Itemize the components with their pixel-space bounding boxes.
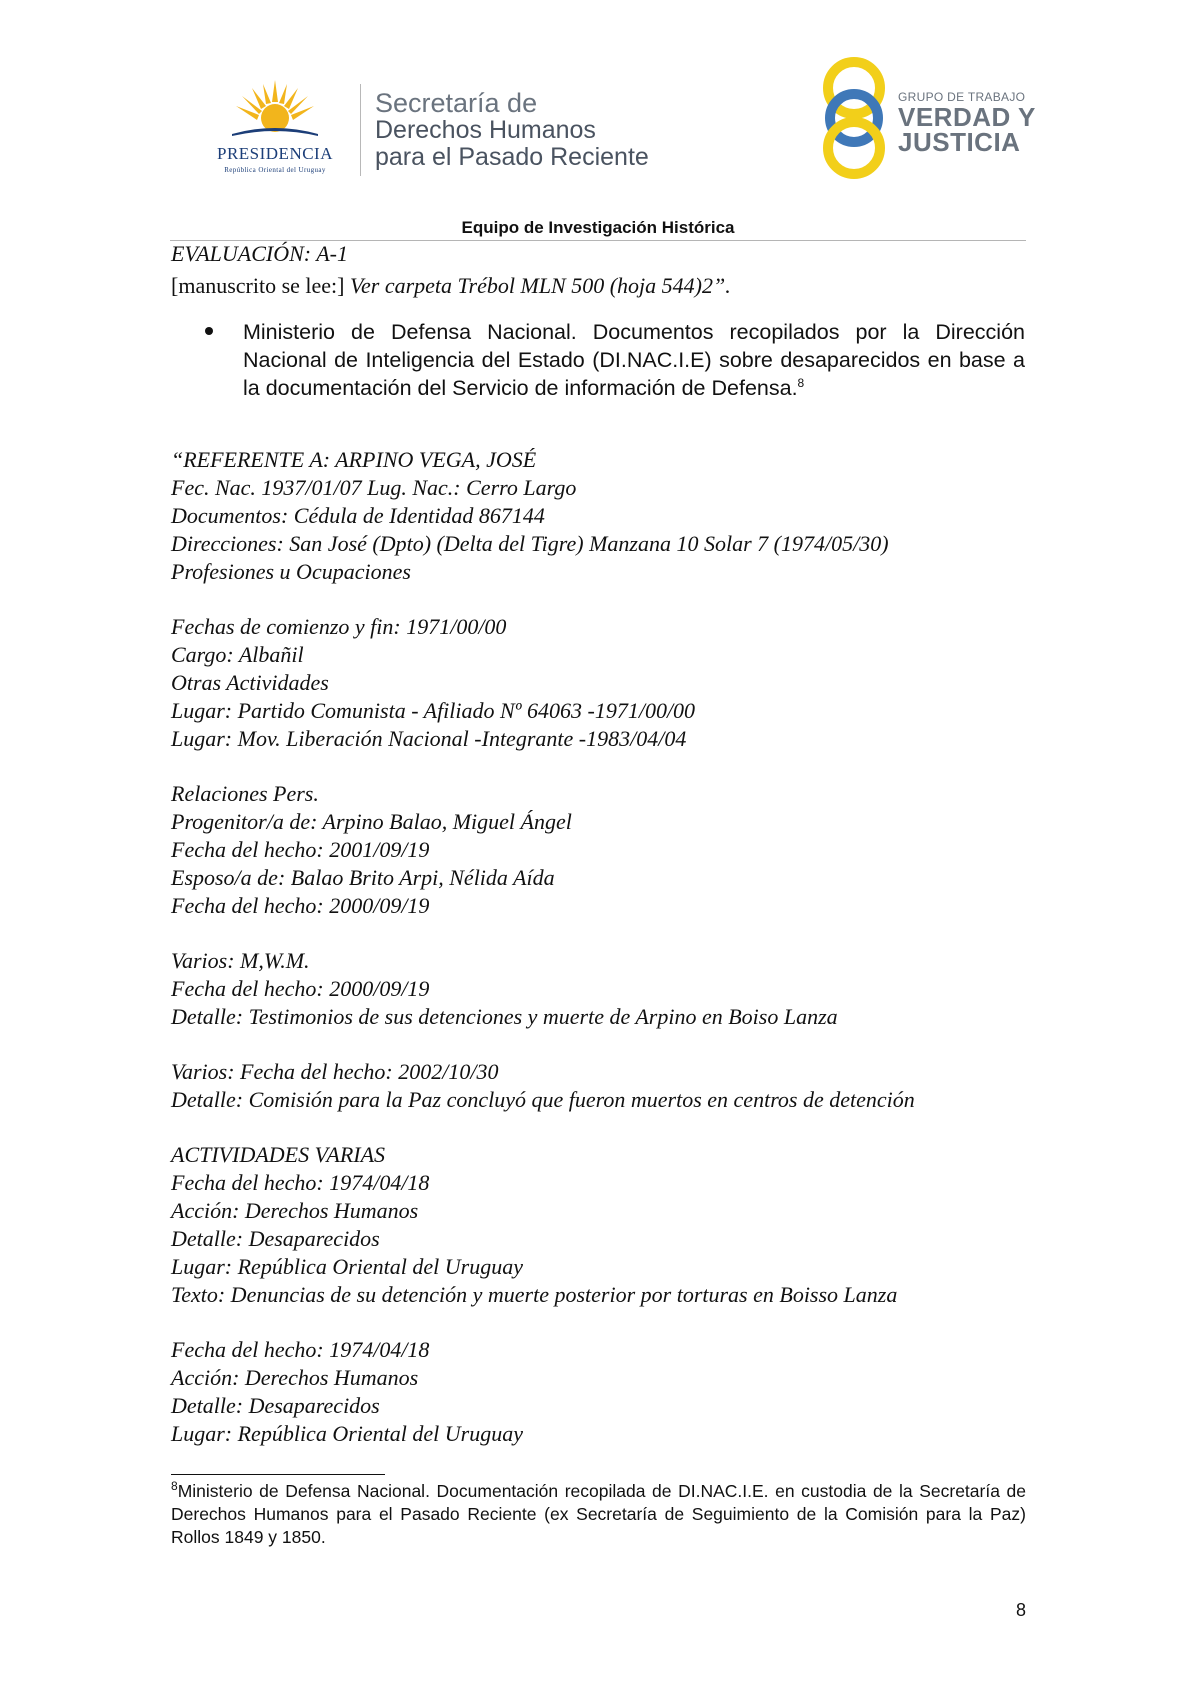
manuscript-line: [171, 272, 731, 300]
interlocked-rings-icon: [818, 56, 890, 180]
record-line: Varios: Fecha del hecho: 2002/10/30: [171, 1059, 499, 1084]
paragraph-gap: [171, 920, 1031, 947]
record-line: Fecha del hecho: 2000/09/19: [171, 976, 430, 1001]
presidencia-wordmark: PRESIDENCIA: [216, 144, 333, 163]
secretaria-line-2: Derechos Humanos: [375, 116, 596, 144]
page-number: 8: [1015, 1600, 1026, 1620]
presidencia-subtitle: República Oriental del Uruguay: [224, 166, 326, 174]
paragraph-gap: [171, 586, 1031, 613]
gtvj-line-2: JUSTICIA: [898, 127, 1021, 157]
paragraph-gap: [171, 1309, 1031, 1336]
footnote-rule: [171, 1474, 385, 1475]
record-line: Esposo/a de: Balao Brito Arpi, Nélida Aída: [171, 865, 555, 890]
footnote-number: 8: [171, 1479, 178, 1494]
record-line: Fec. Nac. 1937/01/07 Lug. Nac.: Cerro Largo: [171, 475, 577, 500]
sun-of-may-icon: [230, 78, 320, 142]
record-line: ACTIVIDADES VARIAS: [171, 1142, 386, 1167]
paragraph-gap: [171, 1114, 1031, 1141]
record-line: Fecha del hecho: 1974/04/18: [171, 1170, 430, 1195]
secretaria-line-1: Secretaría de: [375, 88, 538, 118]
gtvj-line-1: VERDAD Y: [898, 102, 1036, 132]
gtvj-small-label: GRUPO DE TRABAJO: [898, 90, 1026, 104]
record-line: “REFERENTE A: ARPINO VEGA, JOSÉ: [171, 447, 537, 472]
paragraph-gap: [171, 753, 1031, 780]
record-line: Cargo: Albañil: [171, 642, 304, 667]
record-line: Lugar: República Oriental del Uruguay: [171, 1254, 523, 1279]
record-line: Otras Actividades: [171, 670, 329, 695]
record-line: Lugar: Partido Comunista - Afiliado Nº 64063 -1971/00/00: [171, 698, 696, 723]
record-line: Lugar: República Oriental del Uruguay: [171, 1421, 523, 1446]
footnote-ref-link[interactable]: 8: [797, 375, 805, 390]
record-line: Acción: Derechos Humanos: [171, 1365, 419, 1390]
bullet-body: Ministerio de Defensa Nacional. Documentos recopilados por la Dirección Nacional de Inteligencia del Estado (DI.NAC.I.E) sobre desaparecidos en base a la documentación del Servicio de información de Defensa.: [243, 320, 1025, 400]
presidencia-logo: [196, 78, 354, 178]
bullet-icon: [205, 327, 213, 335]
record-body: [171, 446, 1031, 1448]
record-line: Detalle: Desaparecidos: [171, 1226, 380, 1251]
record-line: Lugar: Mov. Liberación Nacional -Integrante -1983/04/04: [171, 726, 687, 751]
footnote-text: Ministerio de Defensa Nacional. Documentación recopilada de DI.NAC.I.E. en custodia de la Secretaría de Derechos Humanos para el Pasado Reciente (ex Secretaría de Seguimiento de la Comisión para la Paz) Rollos 1849 y 1850.: [171, 1481, 1026, 1547]
record-line: Direcciones: San José (Dpto) (Delta del Tigre) Manzana 10 Solar 7 (1974/05/30): [171, 531, 889, 556]
manuscript-text: Ver carpeta Trébol MLN 500 (hoja 544)2”.: [350, 273, 731, 298]
record-line: Fecha del hecho: 2001/09/19: [171, 837, 430, 862]
evaluation-line: EVALUACIÓN: A-1: [171, 241, 348, 266]
bullet-text: [243, 318, 1025, 402]
record-line: Profesiones u Ocupaciones: [171, 559, 411, 584]
paragraph-gap: [171, 1031, 1031, 1058]
manuscript-prefix: [manuscrito se lee:]: [171, 273, 350, 298]
header-divider: [360, 84, 361, 176]
team-heading: Equipo de Investigación Histórica: [461, 218, 735, 237]
record-line: Fecha del hecho: 1974/04/18: [171, 1337, 430, 1362]
footnote: [171, 1480, 1026, 1549]
secretaria-title: [375, 90, 649, 171]
record-line: Fecha del hecho: 2000/09/19: [171, 893, 430, 918]
record-line: Fechas de comienzo y fin: 1971/00/00: [171, 614, 507, 639]
record-line: Varios: M,W.M.: [171, 948, 310, 973]
record-line: Progenitor/a de: Arpino Balao, Miguel Ángel: [171, 809, 572, 834]
record-line: Detalle: Comisión para la Paz concluyó que fueron muertos en centros de detención: [171, 1087, 915, 1112]
record-line: Detalle: Testimonios de sus detenciones y muerte de Arpino en Boiso Lanza: [171, 1004, 838, 1029]
record-line: Documentos: Cédula de Identidad 867144: [171, 503, 545, 528]
record-line: Relaciones Pers.: [171, 781, 319, 806]
secretaria-line-3: para el Pasado Reciente: [375, 143, 649, 171]
record-line: Acción: Derechos Humanos: [171, 1198, 419, 1223]
record-line: Texto: Denuncias de su detención y muerte posterior por torturas en Boisso Lanza: [171, 1282, 898, 1307]
verdad-justicia-logo: [818, 56, 1036, 180]
record-line: Detalle: Desaparecidos: [171, 1393, 380, 1418]
